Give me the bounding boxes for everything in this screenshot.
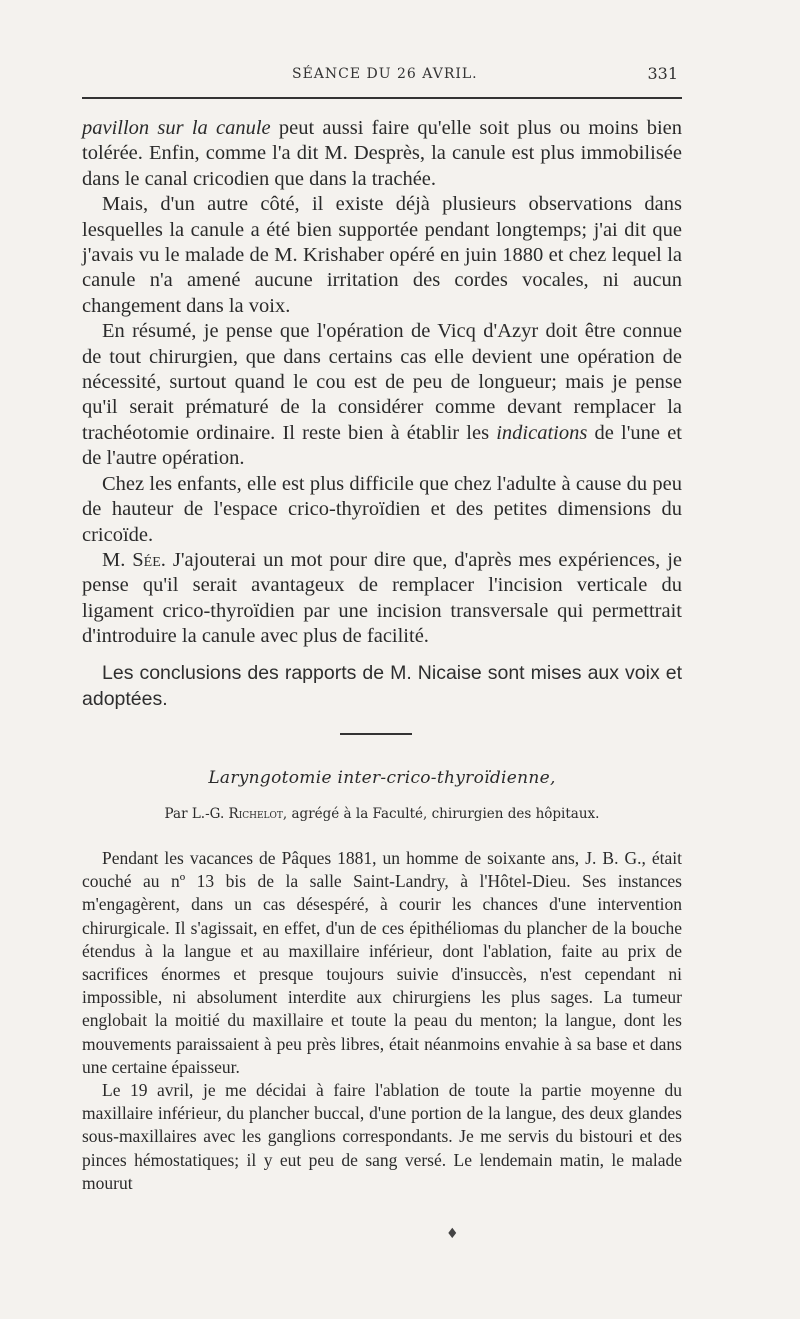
paragraph bbox=[82, 548, 682, 650]
conclusion-text: Les conclusions des rapports de M. Nicaise sont mises aux voix et adoptées. bbox=[82, 662, 682, 710]
paragraph: Le 19 avril, je me décidai à faire l'ablation de toute la partie moyenne du maxillaire inférieur, du plancher buccal, d'une portion de la langue, des deux glandes sous-maxillaires avec les ganglions correspondants. Je me servis du bistouri et des pinces hémostatiques; il y eut peu de sang versé. Le lendemain matin, le malade mourut bbox=[82, 1080, 682, 1193]
paragraph-text: J'ajouterai un mot pour dire que, d'après mes expériences, je pense qu'il serait avantageux de remplacer l'incision verticale du ligament crico-thyroïdien par une incision transversale qui permettrait d'introduire la canule avec plus de facilité. bbox=[82, 548, 683, 648]
section-divider bbox=[340, 733, 412, 735]
page-number: 331 bbox=[647, 64, 678, 83]
paragraph-text: En résumé, je pense que l'opération de Vicq d'Azyr doit être connue de tout chirurgien, que dans certains cas elle devient une opération de nécessité, surtout quand le cou est de peu de longueur; mais je pense qu'il serait prématuré de la considérer comme devant remplacer la trachéotomie ordinaire. Il reste bien à établir les bbox=[82, 320, 682, 444]
italic-word: indications bbox=[496, 421, 588, 444]
paragraph bbox=[82, 319, 682, 471]
running-head: SÉANCE DU 26 AVRIL. bbox=[292, 66, 478, 82]
paragraph-text: de l'une et de l'autre opération. bbox=[82, 421, 682, 470]
speaker-name: M. Sée. bbox=[102, 548, 166, 571]
author-name: Richelot bbox=[228, 806, 283, 822]
byline-prefix: Par L.-G. bbox=[164, 806, 229, 822]
paragraph: Chez les enfants, elle est plus difficile que chez l'adulte à cause du peu de hauteur de l'espace crico-thyroïdien et des petites dimensions du cricoïde. bbox=[82, 472, 682, 546]
byline bbox=[82, 806, 682, 822]
discussion-text bbox=[82, 116, 682, 650]
paragraph: Mais, d'un autre côté, il existe déjà plusieurs observations dans lesquelles la canule a été bien supportée pendant longtemps; j'ai dit que j'avais vu le malade de M. Krishaber opéré en juin 1880 et chez lequel la canule n'a amené aucune irritation des cordes vocales, ni aucun changement dans la voix. bbox=[82, 193, 682, 317]
page-ornament: ♦ bbox=[446, 1226, 459, 1242]
italic-phrase: pavillon sur la canule bbox=[82, 117, 271, 139]
header-rule bbox=[82, 97, 682, 99]
page-header bbox=[82, 60, 682, 90]
article-text bbox=[82, 847, 682, 1195]
paragraph bbox=[82, 116, 682, 192]
byline-suffix: , agrégé à la Faculté, chirurgien des hôpitaux. bbox=[282, 806, 600, 822]
article-title: Laryngotomie inter-crico-thyroïdienne, bbox=[208, 768, 556, 788]
conclusion-block bbox=[82, 660, 682, 712]
paragraph: Pendant les vacances de Pâques 1881, un homme de soixante ans, J. B. G., était couché au nº 13 bis de la salle Saint-Landry, à l'Hôtel-Dieu. Ses instances m'engagèrent, dans un cas désespéré, à courir les chances d'une intervention chirurgicale. Il s'agissait, en effet, d'un de ces épithéliomas du plancher de la bouche étendus à la langue et au maxillaire inférieur, dont l'ablation, faite au prix de sacrifices énormes et presque toujours suivie d'insuccès, n'est cependant ni impossible, ni absolument interdite aux chirurgiens les plus sages. La tumeur englobait la moitié du maxillaire et toute la peau du menton; la langue, dont les mouvements paraissaient à peu près libres, était néanmoins envahie à sa base et dans une certaine épaisseur. bbox=[82, 848, 682, 1077]
paragraph-text: peut aussi faire qu'elle soit plus ou moins bien tolérée. Enfin, comme l'a dit M. Desprès, la canule est plus immobilisée dans le canal cricodien que dans la trachée. bbox=[82, 117, 682, 190]
